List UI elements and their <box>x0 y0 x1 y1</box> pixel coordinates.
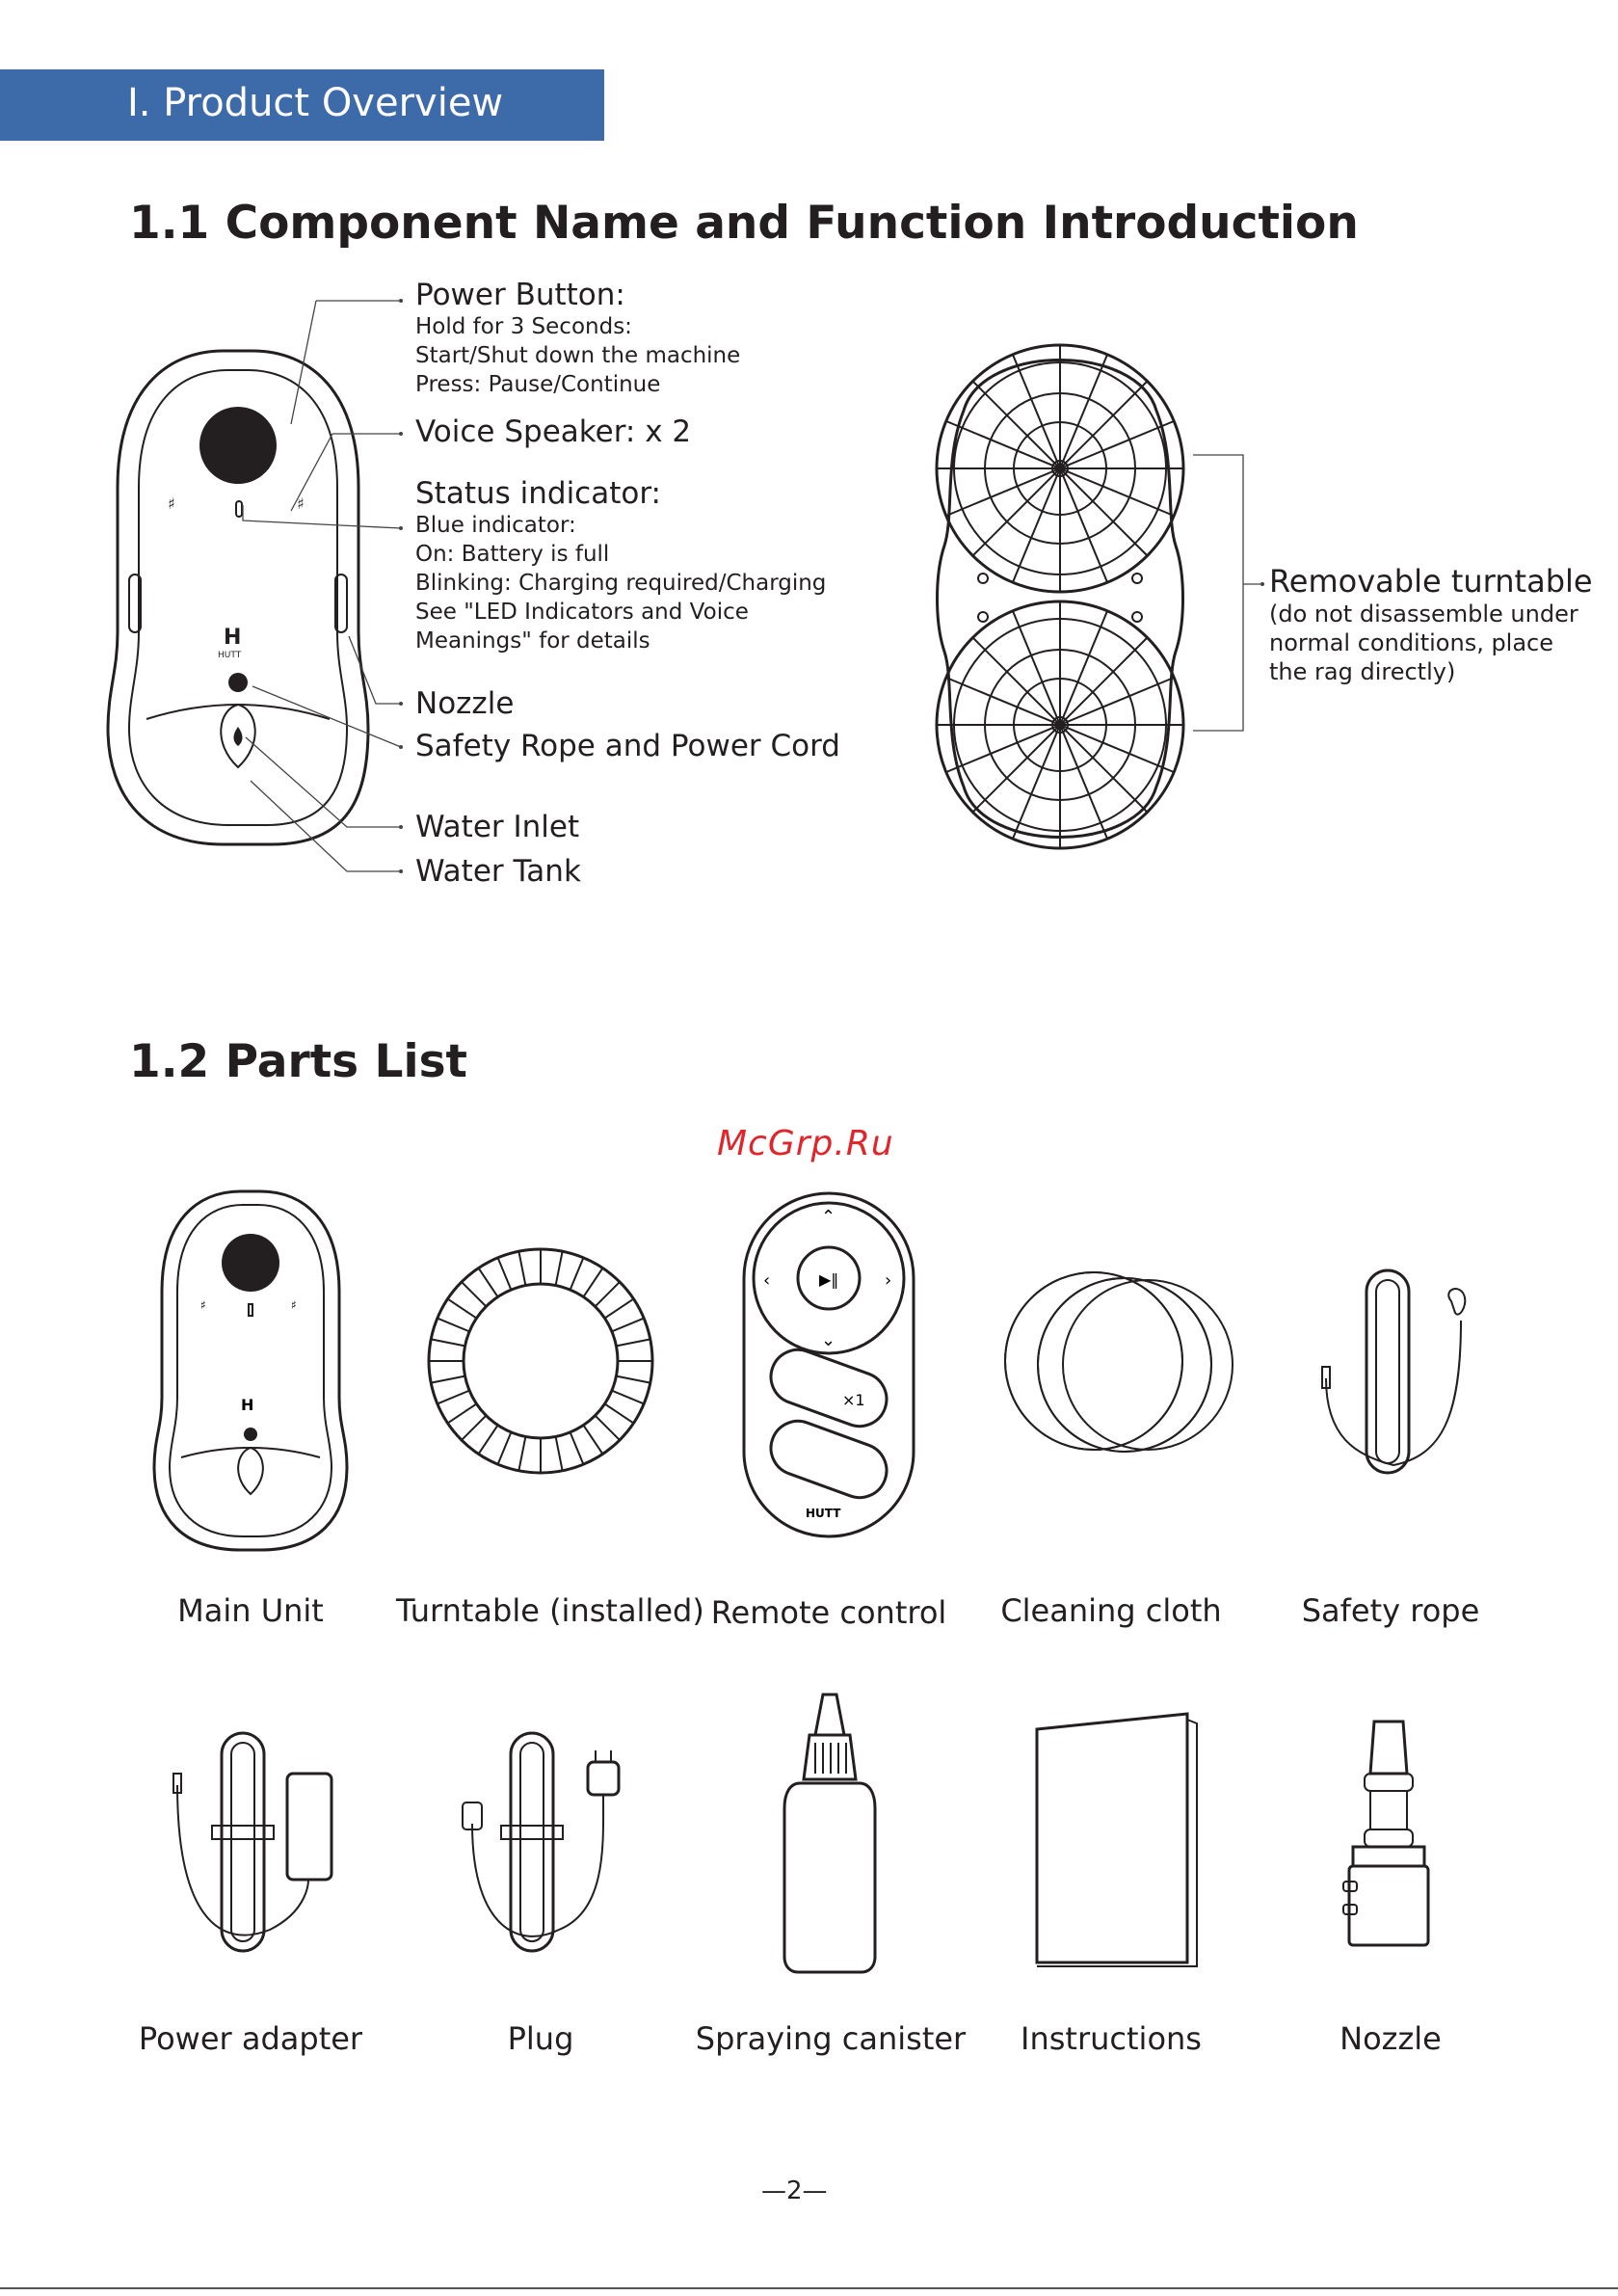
main-unit-icon <box>154 1186 347 1552</box>
power-button-line-2: Start/Shut down the machine <box>415 343 741 368</box>
speaker-left-icon: ♯ <box>168 494 175 513</box>
watermark: McGrp.Ru <box>717 1124 894 1163</box>
svg-text:⌃: ⌃ <box>821 1207 836 1227</box>
status-indicator-title: Status indicator: <box>415 476 661 511</box>
spraying-canister-icon <box>777 1687 883 1976</box>
part-label-spraying-canister: Spraying canister <box>695 2020 967 2057</box>
turntable-line-3: the rag directly) <box>1269 658 1456 685</box>
power-button-title: Power Button: <box>415 278 625 312</box>
safety-rope-icon <box>1316 1263 1471 1484</box>
play-pause-icon: ▶‖ <box>819 1270 839 1289</box>
status-indicator-callout <box>415 476 826 655</box>
cleaning-cloth-icon <box>1005 1268 1236 1461</box>
hutt-logo-icon: H <box>224 626 242 650</box>
lower-turntable-icon <box>937 601 1183 848</box>
power-adapter-icon <box>164 1727 357 1959</box>
part-label-safety-rope: Safety rope <box>1301 1592 1480 1629</box>
remote-x1-label: ×1 <box>842 1391 865 1409</box>
part-label-nozzle: Nozzle <box>1339 2020 1442 2057</box>
part-label-plug: Plug <box>507 2020 574 2057</box>
instructions-icon <box>1027 1710 1201 1980</box>
bottom-divider <box>0 2287 1618 2289</box>
water-inlet-label: Water Inlet <box>415 810 580 844</box>
speaker-right-icon: ♯ <box>297 494 305 513</box>
part-label-turntable: Turntable (installed) <box>396 1592 704 1629</box>
turntable-line-1: (do not disassemble under <box>1269 601 1578 627</box>
water-tank-label: Water Tank <box>415 854 581 889</box>
upper-turntable-icon <box>937 345 1183 592</box>
nozzle-label: Nozzle <box>415 686 515 721</box>
voice-speaker-label: Voice Speaker: x 2 <box>415 414 692 449</box>
parts-heading: 1.2 Parts List <box>129 1035 468 1088</box>
component-heading: 1.1 Component Name and Function Introduction <box>129 197 1359 250</box>
power-button-line-1: Hold for 3 Seconds: <box>415 314 632 339</box>
turntable-icon <box>425 1245 656 1477</box>
turntable-callout <box>1269 563 1593 686</box>
svg-text:♯: ♯ <box>291 1298 297 1312</box>
page-number: —2— <box>761 2176 828 2205</box>
hutt-logo-text: HUTT <box>218 651 242 660</box>
status-indicator-line-1: Blue indicator: <box>415 513 576 538</box>
turntable-title: Removable turntable <box>1269 563 1593 600</box>
svg-text:H: H <box>241 1396 254 1414</box>
power-button-callout <box>415 278 740 399</box>
part-label-instructions: Instructions <box>1021 2020 1202 2057</box>
turntable-rear-diagram <box>925 343 1195 854</box>
part-label-main-unit: Main Unit <box>177 1592 324 1629</box>
status-indicator-line-5: Meanings" for details <box>415 628 650 654</box>
svg-text:‹: ‹ <box>763 1270 771 1291</box>
remote-control-icon <box>742 1191 915 1538</box>
part-label-cleaning-cloth: Cleaning cloth <box>1000 1592 1222 1629</box>
safety-rope-power-cord-label: Safety Rope and Power Cord <box>415 729 840 763</box>
part-label-power-adapter: Power adapter <box>138 2020 363 2057</box>
status-indicator-line-2: On: Battery is full <box>415 542 610 567</box>
status-indicator-line-3: Blinking: Charging required/Charging <box>415 571 827 596</box>
section-title: I. Product Overview <box>127 81 504 125</box>
svg-text:♯: ♯ <box>200 1298 206 1312</box>
part-label-remote-control: Remote control <box>710 1594 947 1631</box>
svg-text:›: › <box>885 1270 892 1291</box>
plug-icon <box>453 1727 646 1959</box>
remote-brand-label: HUTT <box>806 1507 841 1520</box>
status-indicator-line-4: See "LED Indicators and Voice <box>415 600 749 625</box>
turntable-line-2: normal conditions, place <box>1269 629 1554 656</box>
nozzle-icon <box>1336 1716 1442 1957</box>
svg-text:⌄: ⌄ <box>821 1330 836 1350</box>
power-button-line-3: Press: Pause/Continue <box>415 372 661 397</box>
